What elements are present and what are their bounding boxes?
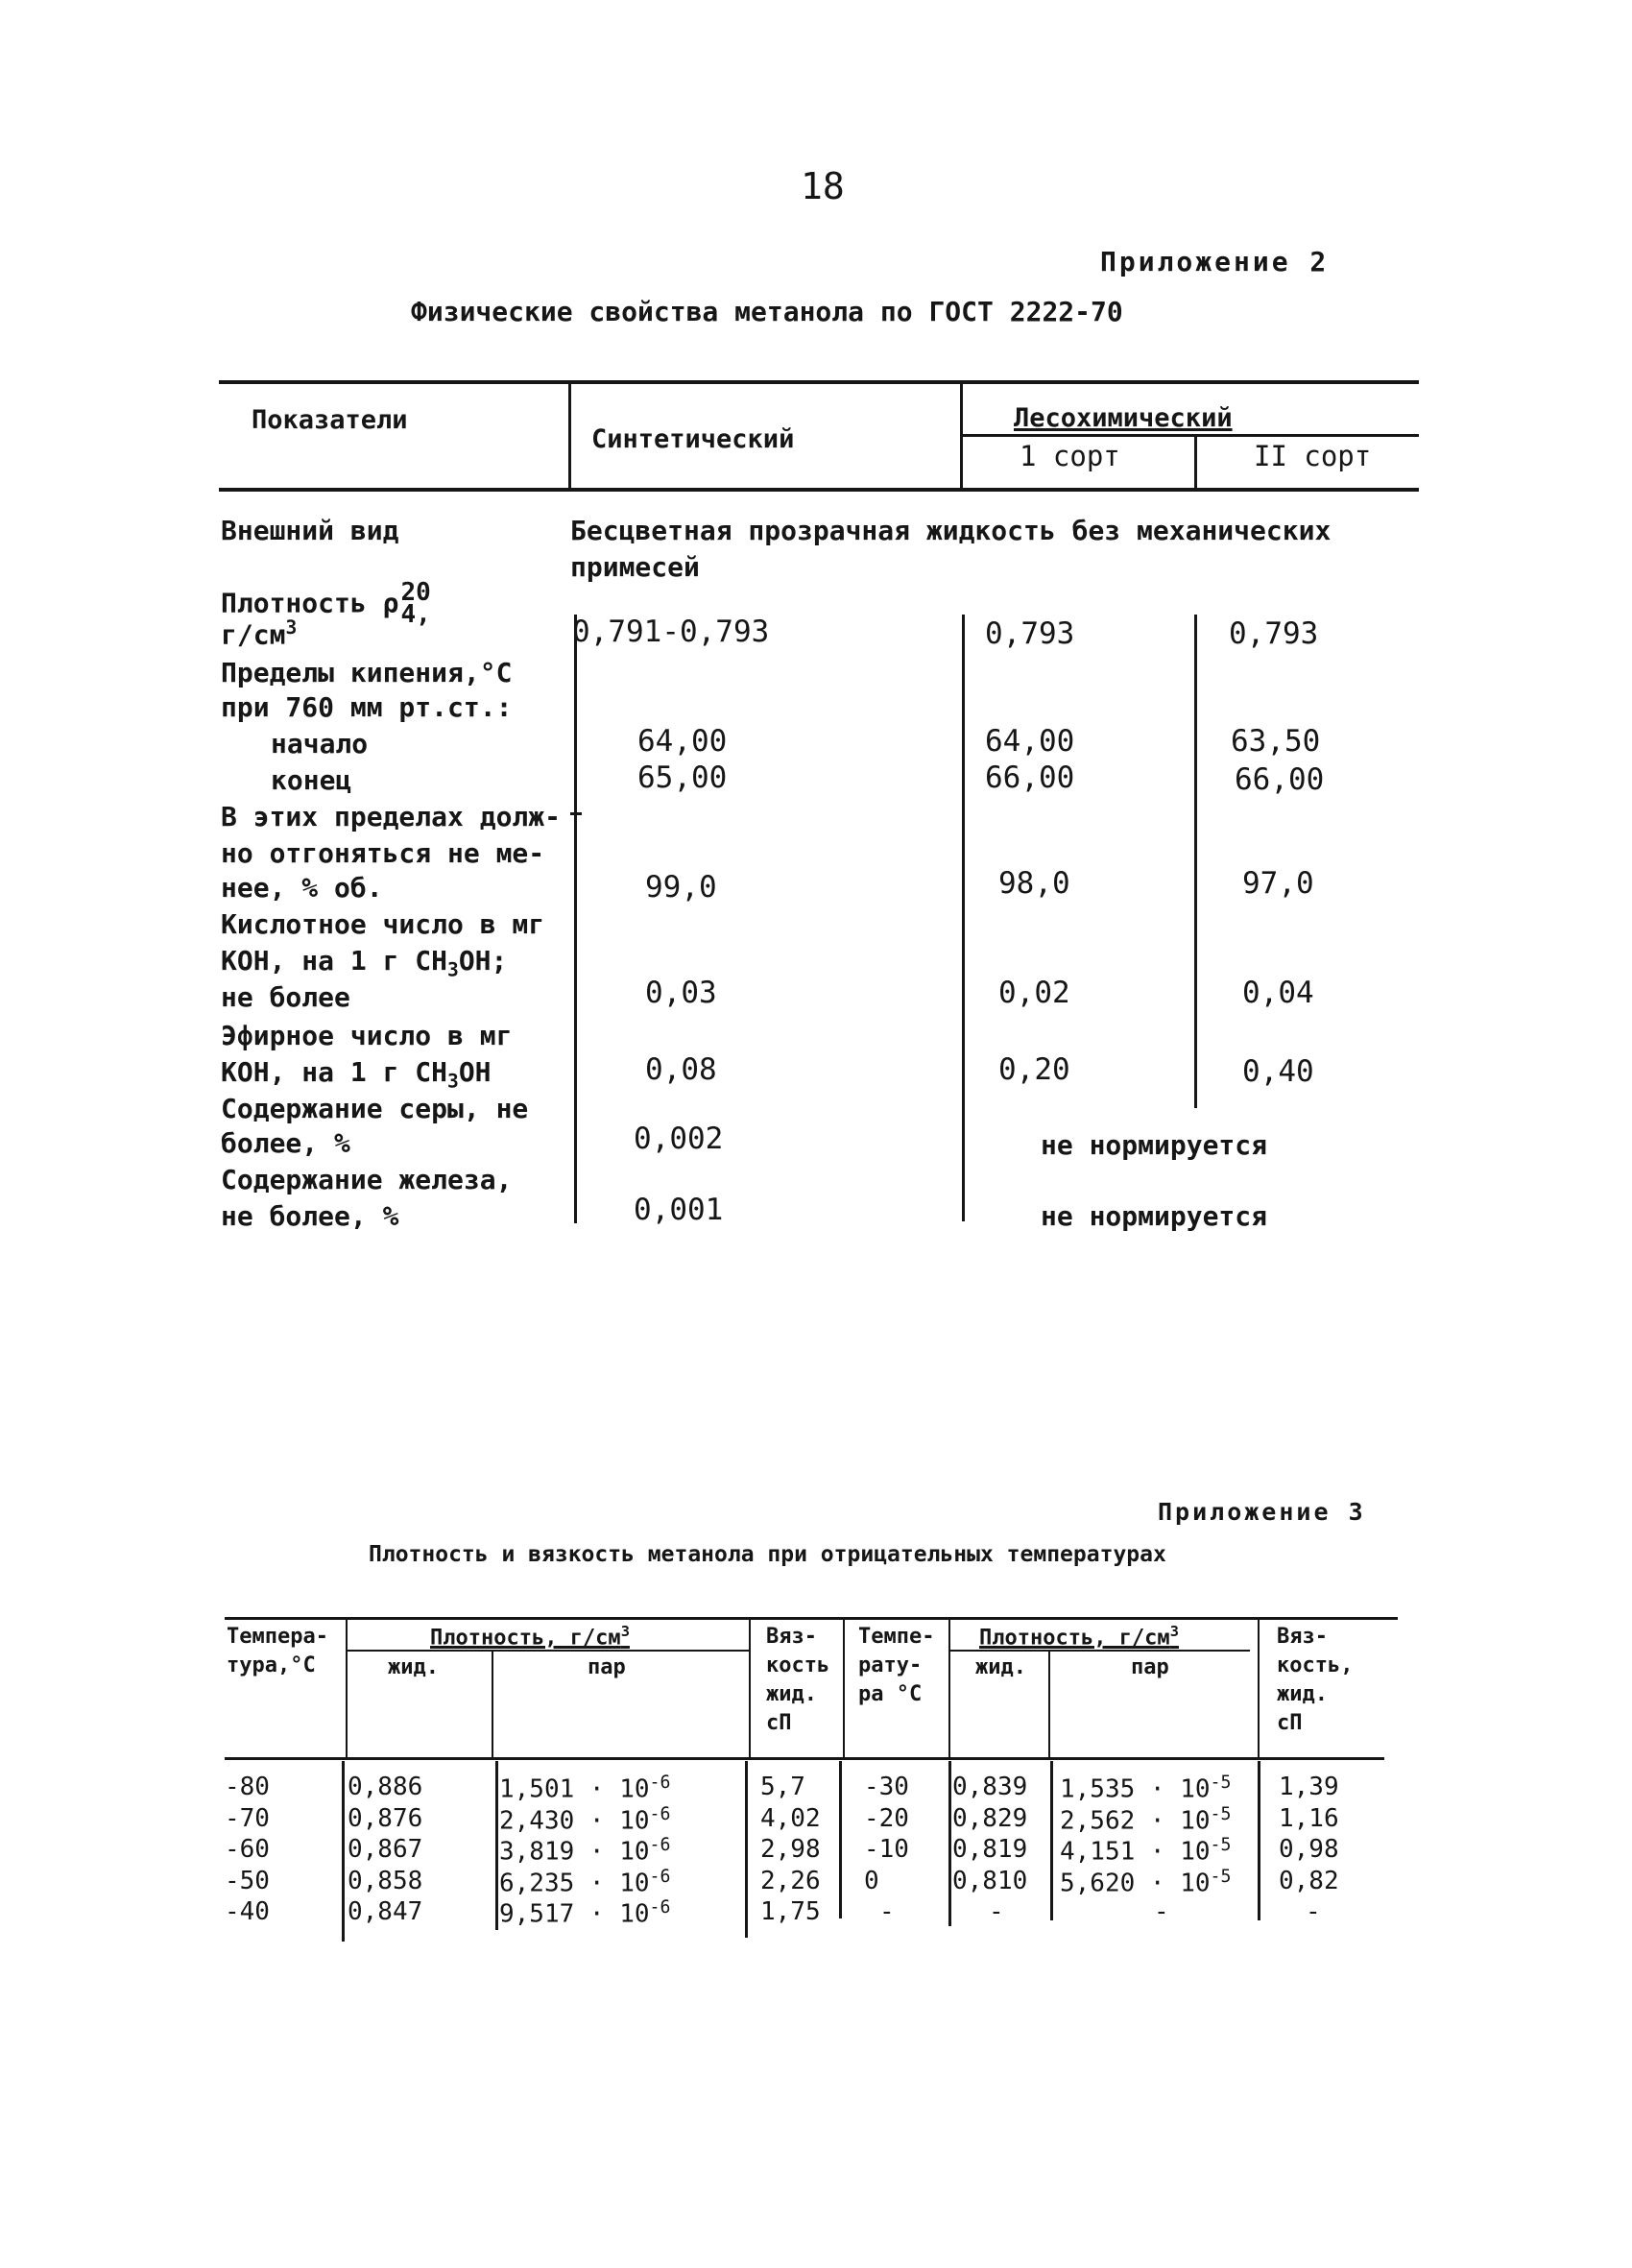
cell-liquid-density-2-value: 0,839 [952,1773,1028,1801]
cell-temp-value: -70 [225,1803,270,1833]
cell-liquid-density [348,1835,422,1864]
header-wood-chemical: Лесохимический [1014,403,1233,433]
table2-header-divider-7 [1258,1617,1260,1759]
end-grade-1: 66,00 [985,760,1075,795]
table1-tick [570,812,582,815]
acid-label-part-2: ОН; [458,945,508,977]
header-visc-line-3: жид. [766,1682,817,1706]
appendix-3-title: Плотность и вязкость метанола при отрицательных температурах [369,1542,1166,1567]
header-visc-line-2: кость [766,1653,830,1677]
row-distill-label-line-1: В этих пределах долж- [221,801,562,832]
cell-liquid-density-2 [952,1835,1027,1864]
row-ester-label-line-1: Эфирное число в мг [221,1020,513,1051]
row-appearance-label: Внешний вид [221,515,399,546]
row-boiling-label-line-1: Пределы кипения,°С [221,657,513,688]
cell-vapor-density-value: 1,501 · 10 [499,1774,650,1804]
cell-viscosity [760,1867,821,1895]
cell-temp-2 [879,1897,895,1926]
header-temp-line-2: тура,°С [227,1653,316,1677]
cell-liquid-density-2 [952,1804,1027,1833]
cell-vapor-density-value: 2,430 · 10 [499,1806,650,1836]
header-vapor-2: пар [1131,1655,1169,1679]
table1-header-divider-2 [960,380,963,490]
acid-label-sub: 3 [447,958,459,981]
table1-header-divider-1 [568,380,571,490]
density-synthetic: 0,791-0,793 [572,615,770,649]
cell-liquid-density-2-value: 0,819 [952,1835,1028,1864]
distill-grade-1: 98,0 [998,866,1070,901]
header-temp-line-1: Темпера- [227,1625,328,1649]
cell-liquid-density [348,1773,422,1801]
header-density-2 [979,1617,1179,1653]
header-temp-2 [858,1623,934,1709]
cell-liquid-density-value: 0,876 [348,1803,423,1833]
cell-vapor-density-2-exponent: -5 [1210,1866,1232,1887]
header-density [430,1617,630,1653]
row-boiling-label-line-2: при 760 мм рт.ст.: [221,691,513,723]
table2-header-divider-1 [346,1617,348,1759]
cell-liquid-density-value: 0,886 [348,1773,423,1801]
cell-vapor-density-exponent: -6 [649,1897,671,1918]
density-unit-sup: 3 [285,616,298,639]
table2-body-divider-1 [342,1761,345,1942]
density-comma: , [416,600,431,630]
row-sulfur-label-line-2: более, % [221,1127,350,1159]
cell-viscosity-2 [1279,1867,1339,1895]
cell-temp [225,1804,270,1833]
table2-header-divider-6 [1048,1650,1050,1759]
cell-temp-value: -50 [225,1866,270,1895]
cell-vapor-density-2-exponent: -5 [1210,1835,1232,1855]
table2-body-divider-4 [839,1761,842,1918]
appendix-2-title: Физические свойства метанола по ГОСТ 2222-70 [411,296,1123,327]
cell-temp [225,1897,270,1926]
cell-vapor-density-2 [1060,1867,1231,1898]
table1-body-divider-1 [574,615,577,1223]
header-indicators: Показатели [252,405,408,435]
cell-vapor-density [499,1835,670,1867]
row-sulfur-label-line-1: Содержание серы, не [221,1093,529,1124]
row-density-label-line-2 [221,616,297,650]
cell-vapor-density [499,1773,670,1804]
header-liquid-2: жид. [975,1655,1026,1679]
table1-header-rule [219,488,1419,492]
row-acid-label-line-1: Кислотное число в мг [221,908,545,940]
header-viscosity [766,1623,829,1738]
cell-vapor-density-2 [1060,1804,1231,1836]
cell-vapor-density-2 [1060,1835,1231,1867]
cell-liquid-density-2 [989,1897,1004,1926]
table2-body-divider-7 [1258,1761,1260,1920]
iron-synthetic: 0,001 [634,1193,724,1227]
acid-label-part-1: КОН, на 1 г СН [221,945,448,977]
cell-temp-2 [864,1804,909,1833]
cell-viscosity-value: 2,98 [760,1835,821,1864]
cell-liquid-density-2-value: 0,810 [952,1866,1028,1895]
row-acid-label-line-3: не более [221,981,350,1013]
cell-temp-2-value: -20 [864,1803,909,1833]
header-temp2-line-2: рату- [858,1653,923,1677]
cell-vapor-density-2-value: - [1154,1897,1169,1926]
cell-liquid-density-value: 0,867 [348,1835,423,1864]
table2-body-divider-3 [745,1761,748,1938]
row-iron-label-line-1: Содержание железа, [221,1164,513,1195]
density-unit: г/см [221,618,286,651]
cell-viscosity [760,1773,805,1801]
cell-vapor-density [499,1804,670,1836]
density-label-text: Плотность ρ [221,587,399,619]
cell-viscosity-2-value: 0,82 [1279,1866,1339,1895]
table2-top-rule [225,1617,1398,1620]
cell-vapor-density-exponent: -6 [649,1773,671,1793]
row-ester-label-line-2 [221,1056,492,1093]
ester-grade-1: 0,20 [998,1052,1070,1087]
row-iron-label-line-2: не более, % [221,1200,399,1232]
cell-vapor-density-value: 3,819 · 10 [499,1837,650,1867]
table1-header-divider-3 [1194,434,1197,490]
acid-grade-2: 0,04 [1242,976,1314,1010]
cell-liquid-density-2-value: 0,829 [952,1803,1028,1833]
row-distill-label-line-3: нее, % об. [221,872,383,904]
header-density2-sup: 3 [1169,1623,1179,1640]
cell-vapor-density-2-value: 4,151 · 10 [1060,1837,1211,1867]
cell-viscosity [760,1897,821,1926]
header-visc2-line-2: кость, [1277,1653,1354,1677]
row-appearance-value-line-1: Бесцветная прозрачная жидкость без механических [570,515,1332,546]
cell-temp-value: -60 [225,1835,270,1864]
row-end-label: конец [271,764,352,796]
cell-liquid-density-value: 0,858 [348,1866,423,1895]
sulfur-wood: не нормируется [1041,1129,1268,1161]
cell-viscosity [760,1835,821,1864]
start-grade-1: 64,00 [985,724,1075,759]
ester-label-part-1: КОН, на 1 г СН [221,1056,448,1088]
cell-temp-2-value: - [879,1897,895,1926]
cell-vapor-density-2-value: 1,535 · 10 [1060,1774,1211,1804]
cell-liquid-density [348,1867,422,1895]
header-temp2-line-3: ра °С [858,1682,923,1706]
ester-grade-2: 0,40 [1242,1054,1314,1089]
cell-temp-2-value: -10 [864,1835,909,1864]
cell-temp [225,1773,270,1801]
distill-synthetic: 99,0 [645,870,717,905]
cell-viscosity-2-value: 1,16 [1279,1803,1339,1833]
cell-viscosity-2 [1279,1773,1339,1801]
cell-vapor-density-2 [1154,1897,1169,1926]
header-temp [227,1623,328,1680]
cell-temp-2 [864,1835,909,1864]
acid-synthetic: 0,03 [645,976,717,1010]
page-number: 18 [801,165,845,207]
header-visc2-line-4: сП [1277,1711,1303,1735]
distill-grade-2: 97,0 [1242,866,1314,901]
cell-viscosity-2-value: - [1306,1897,1321,1926]
header-vapor: пар [588,1655,626,1679]
table2-header-rule [225,1757,1384,1760]
table2-header-divider-2 [492,1650,493,1759]
cell-liquid-density [348,1897,422,1926]
header-viscosity-2 [1277,1623,1353,1738]
cell-vapor-density-2 [1060,1773,1231,1804]
table2-body-divider-5 [948,1761,951,1926]
cell-vapor-density [499,1897,670,1929]
cell-liquid-density-value: 0,847 [348,1897,423,1926]
cell-viscosity-value: 5,7 [760,1773,805,1801]
cell-vapor-density-2-exponent: -5 [1210,1773,1232,1793]
density-temp-sub [400,600,431,630]
table1-subheader-rule [962,434,1419,437]
cell-temp [225,1835,270,1864]
row-acid-label-line-2 [221,945,507,981]
cell-liquid-density [348,1804,422,1833]
density-temp-sub-value: 4 [400,600,417,630]
cell-vapor-density [499,1867,670,1898]
table2-header-divider-3 [749,1617,751,1759]
table1-top-rule [219,380,1419,384]
acid-grade-1: 0,02 [998,976,1070,1010]
sulfur-synthetic: 0,002 [634,1122,724,1156]
ester-label-sub: 3 [447,1070,459,1093]
cell-temp-2 [864,1867,879,1895]
header-density-sup: 3 [620,1623,630,1640]
row-distill-label-line-2: но отгоняться не ме- [221,837,545,869]
table1-body-divider-2 [962,615,965,1221]
start-grade-2: 63,50 [1231,724,1321,759]
cell-viscosity-value: 4,02 [760,1803,821,1833]
cell-vapor-density-2-value: 5,620 · 10 [1060,1869,1211,1898]
cell-viscosity-2 [1279,1804,1339,1833]
iron-wood: не нормируется [1041,1200,1268,1232]
table2-body-divider-6 [1050,1761,1053,1920]
cell-vapor-density-value: 6,235 · 10 [499,1869,650,1898]
header-synthetic: Синтетический [591,424,795,454]
header-grade-1: 1 сорт [1020,440,1120,472]
density-grade-2: 0,793 [1229,616,1319,651]
table2-header-divider-5 [948,1617,950,1759]
header-visc-line-4: сП [766,1711,792,1735]
header-visc2-line-3: жид. [1277,1682,1328,1706]
cell-viscosity-value: 2,26 [760,1866,821,1895]
cell-viscosity-2 [1279,1835,1339,1864]
cell-viscosity-value: 1,75 [760,1897,821,1926]
header-visc2-line-1: Вяз- [1277,1625,1328,1649]
cell-liquid-density-2 [952,1867,1027,1895]
row-appearance-value-line-2: примесей [570,551,700,583]
cell-vapor-density-exponent: -6 [649,1835,671,1855]
cell-temp-2-value: 0 [864,1866,879,1895]
cell-vapor-density-exponent: -6 [649,1866,671,1887]
cell-vapor-density-2-exponent: -5 [1210,1803,1232,1824]
cell-vapor-density-value: 9,517 · 10 [499,1899,650,1929]
density-grade-1: 0,793 [985,616,1075,651]
header-liquid: жид. [388,1655,439,1679]
cell-temp-2 [864,1773,909,1801]
cell-viscosity-2-value: 1,39 [1279,1773,1339,1801]
header-temp2-line-1: Темпе- [858,1625,935,1649]
cell-temp-value: -40 [225,1897,270,1926]
cell-viscosity-2-value: 0,98 [1279,1835,1339,1864]
row-start-label: начало [271,728,369,760]
cell-viscosity-2 [1306,1897,1321,1926]
ester-label-part-2: ОН [458,1056,492,1088]
appendix-3-label: Приложение 3 [1158,1498,1366,1526]
header-visc-line-1: Вяз- [766,1625,817,1649]
header-density-text: Плотность, г/см [430,1626,621,1651]
appendix-2-label: Приложение 2 [1100,246,1330,277]
cell-temp [225,1867,270,1895]
cell-viscosity [760,1804,821,1833]
cell-temp-value: -80 [225,1773,270,1801]
cell-vapor-density-2-value: 2,562 · 10 [1060,1806,1211,1836]
cell-liquid-density-2 [952,1773,1027,1801]
cell-temp-2-value: -30 [864,1773,909,1801]
table1-body-divider-3 [1194,615,1197,1108]
header-grade-2: II сорт [1254,440,1372,472]
cell-liquid-density-2-value: - [989,1897,1004,1926]
ester-synthetic: 0,08 [645,1052,717,1087]
start-synthetic: 64,00 [637,724,728,759]
table2-body-divider-2 [495,1761,498,1930]
end-synthetic: 65,00 [637,760,728,795]
header-density2-text: Плотность, г/см [979,1626,1170,1651]
density-temp-sup: 20 [400,578,431,607]
cell-vapor-density-exponent: -6 [649,1803,671,1824]
end-grade-2: 66,00 [1235,762,1325,797]
table2-header-divider-4 [843,1617,845,1759]
